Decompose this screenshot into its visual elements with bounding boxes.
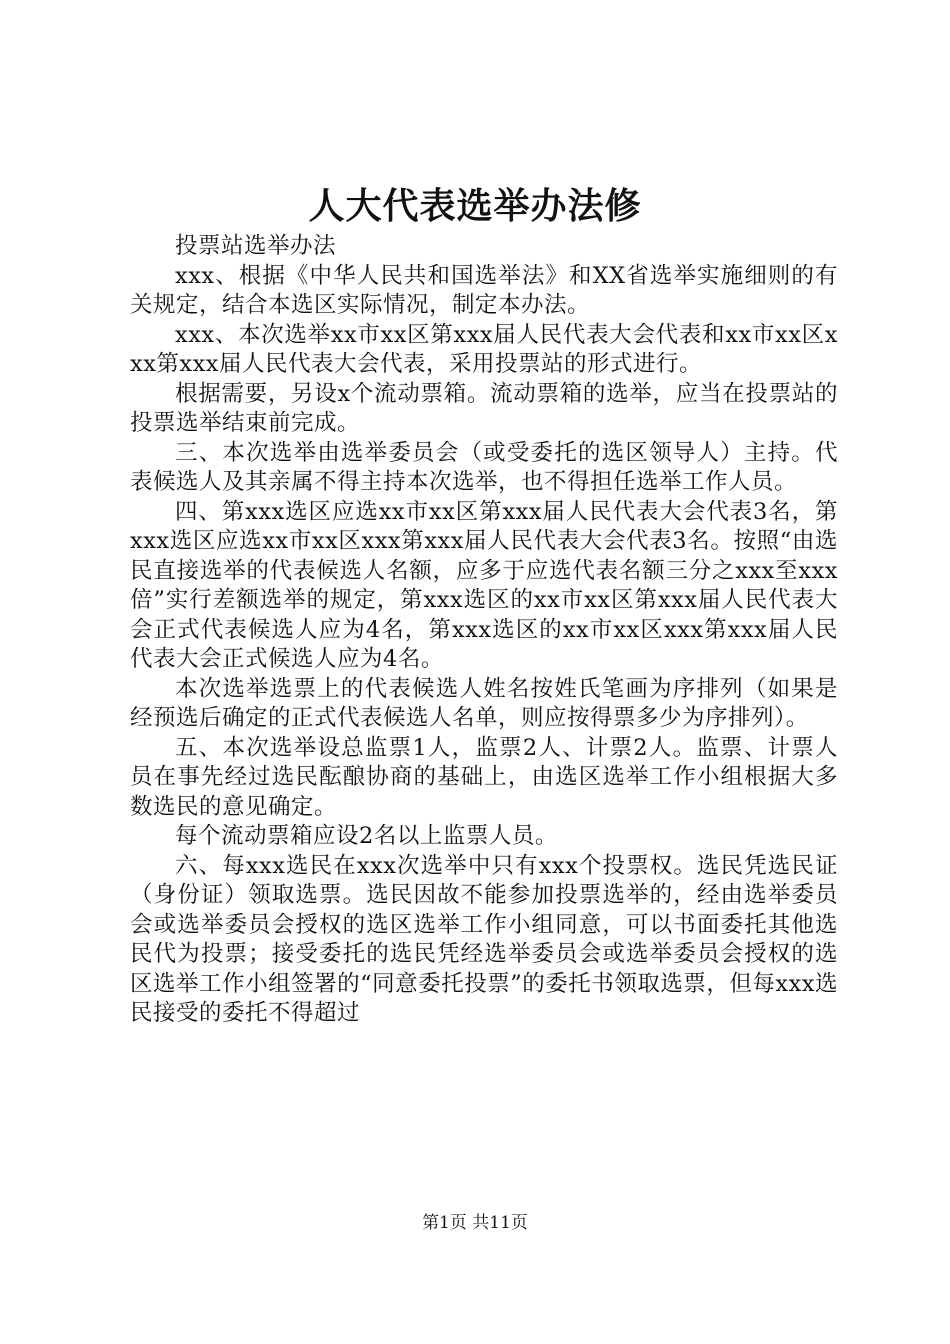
paragraph: 六、每xxx选民在xxx次选举中只有xxx个投票权。选民凭选民证（身份证）领取选票。选民因故不能参加投票选举的，经由选举委员会或选举委员会授权的选区选举工作小组同意，可以书面委托其他选民代为投票；接受委托的选民凭经选举委员会或选举委员会授权的选区选举工作小组签署的“同意委托投票”的委托书领取选票，但每xxx选民接受的委托不得超过 (130, 852, 838, 1026)
paragraph: 三、本次选举由选举委员会（或受委托的选区领导人）主持。代表候选人及其亲属不得主持本次选举，也不得担任选举工作人员。 (130, 439, 838, 495)
paragraph: 根据需要，另设x个流动票箱。流动票箱的选举，应当在投票站的投票选举结束前完成。 (130, 380, 838, 436)
page-number-footer: 第1页 共11页 (422, 1213, 528, 1233)
paragraph: 本次选举选票上的代表候选人姓名按姓氏笔画为序排列（如果是经预选后确定的正式代表候选人名单，则应按得票多少为序排列）。 (130, 675, 838, 731)
paragraph-heading: 投票站选举办法 (175, 233, 337, 259)
paragraph: xxx、本次选举xx市xx区第xxx届人民代表大会代表和xx市xx区xxx第xxx届人民代表大会代表，采用投票站的形式进行。 (130, 321, 838, 377)
document-body (130, 232, 838, 1029)
document-title: 人大代表选举办法修 (308, 185, 642, 227)
paragraph: 每个流动票箱应设2名以上监票人员。 (175, 823, 558, 849)
paragraph: xxx、根据《中华人民共和国选举法》和XX省选举实施细则的有关规定，结合本选区实际情况，制定本办法。 (130, 262, 838, 318)
paragraph: 五、本次选举设总监票1人，监票2人、计票2人。监票、计票人员在事先经过选民酝酿协商的基础上，由选区选举工作小组根据大多数选民的意见确定。 (130, 734, 838, 820)
paragraph: 四、第xxx选区应选xx市xx区第xxx届人民代表大会代表3名，第xxx选区应选xx市xx区xxx第xxx届人民代表大会代表3名。按照“由选民直接选举的代表候选人名额，应多于应选代表名额三分之xxx至xxx倍”实行差额选举的规定，第xxx选区的xx市xx区第xxx届人民代表大会正式代表候选人应为4名，第xxx选区的xx市xx区xxx第xxx届人民代表大会正式候选人应为4名。 (130, 498, 838, 672)
